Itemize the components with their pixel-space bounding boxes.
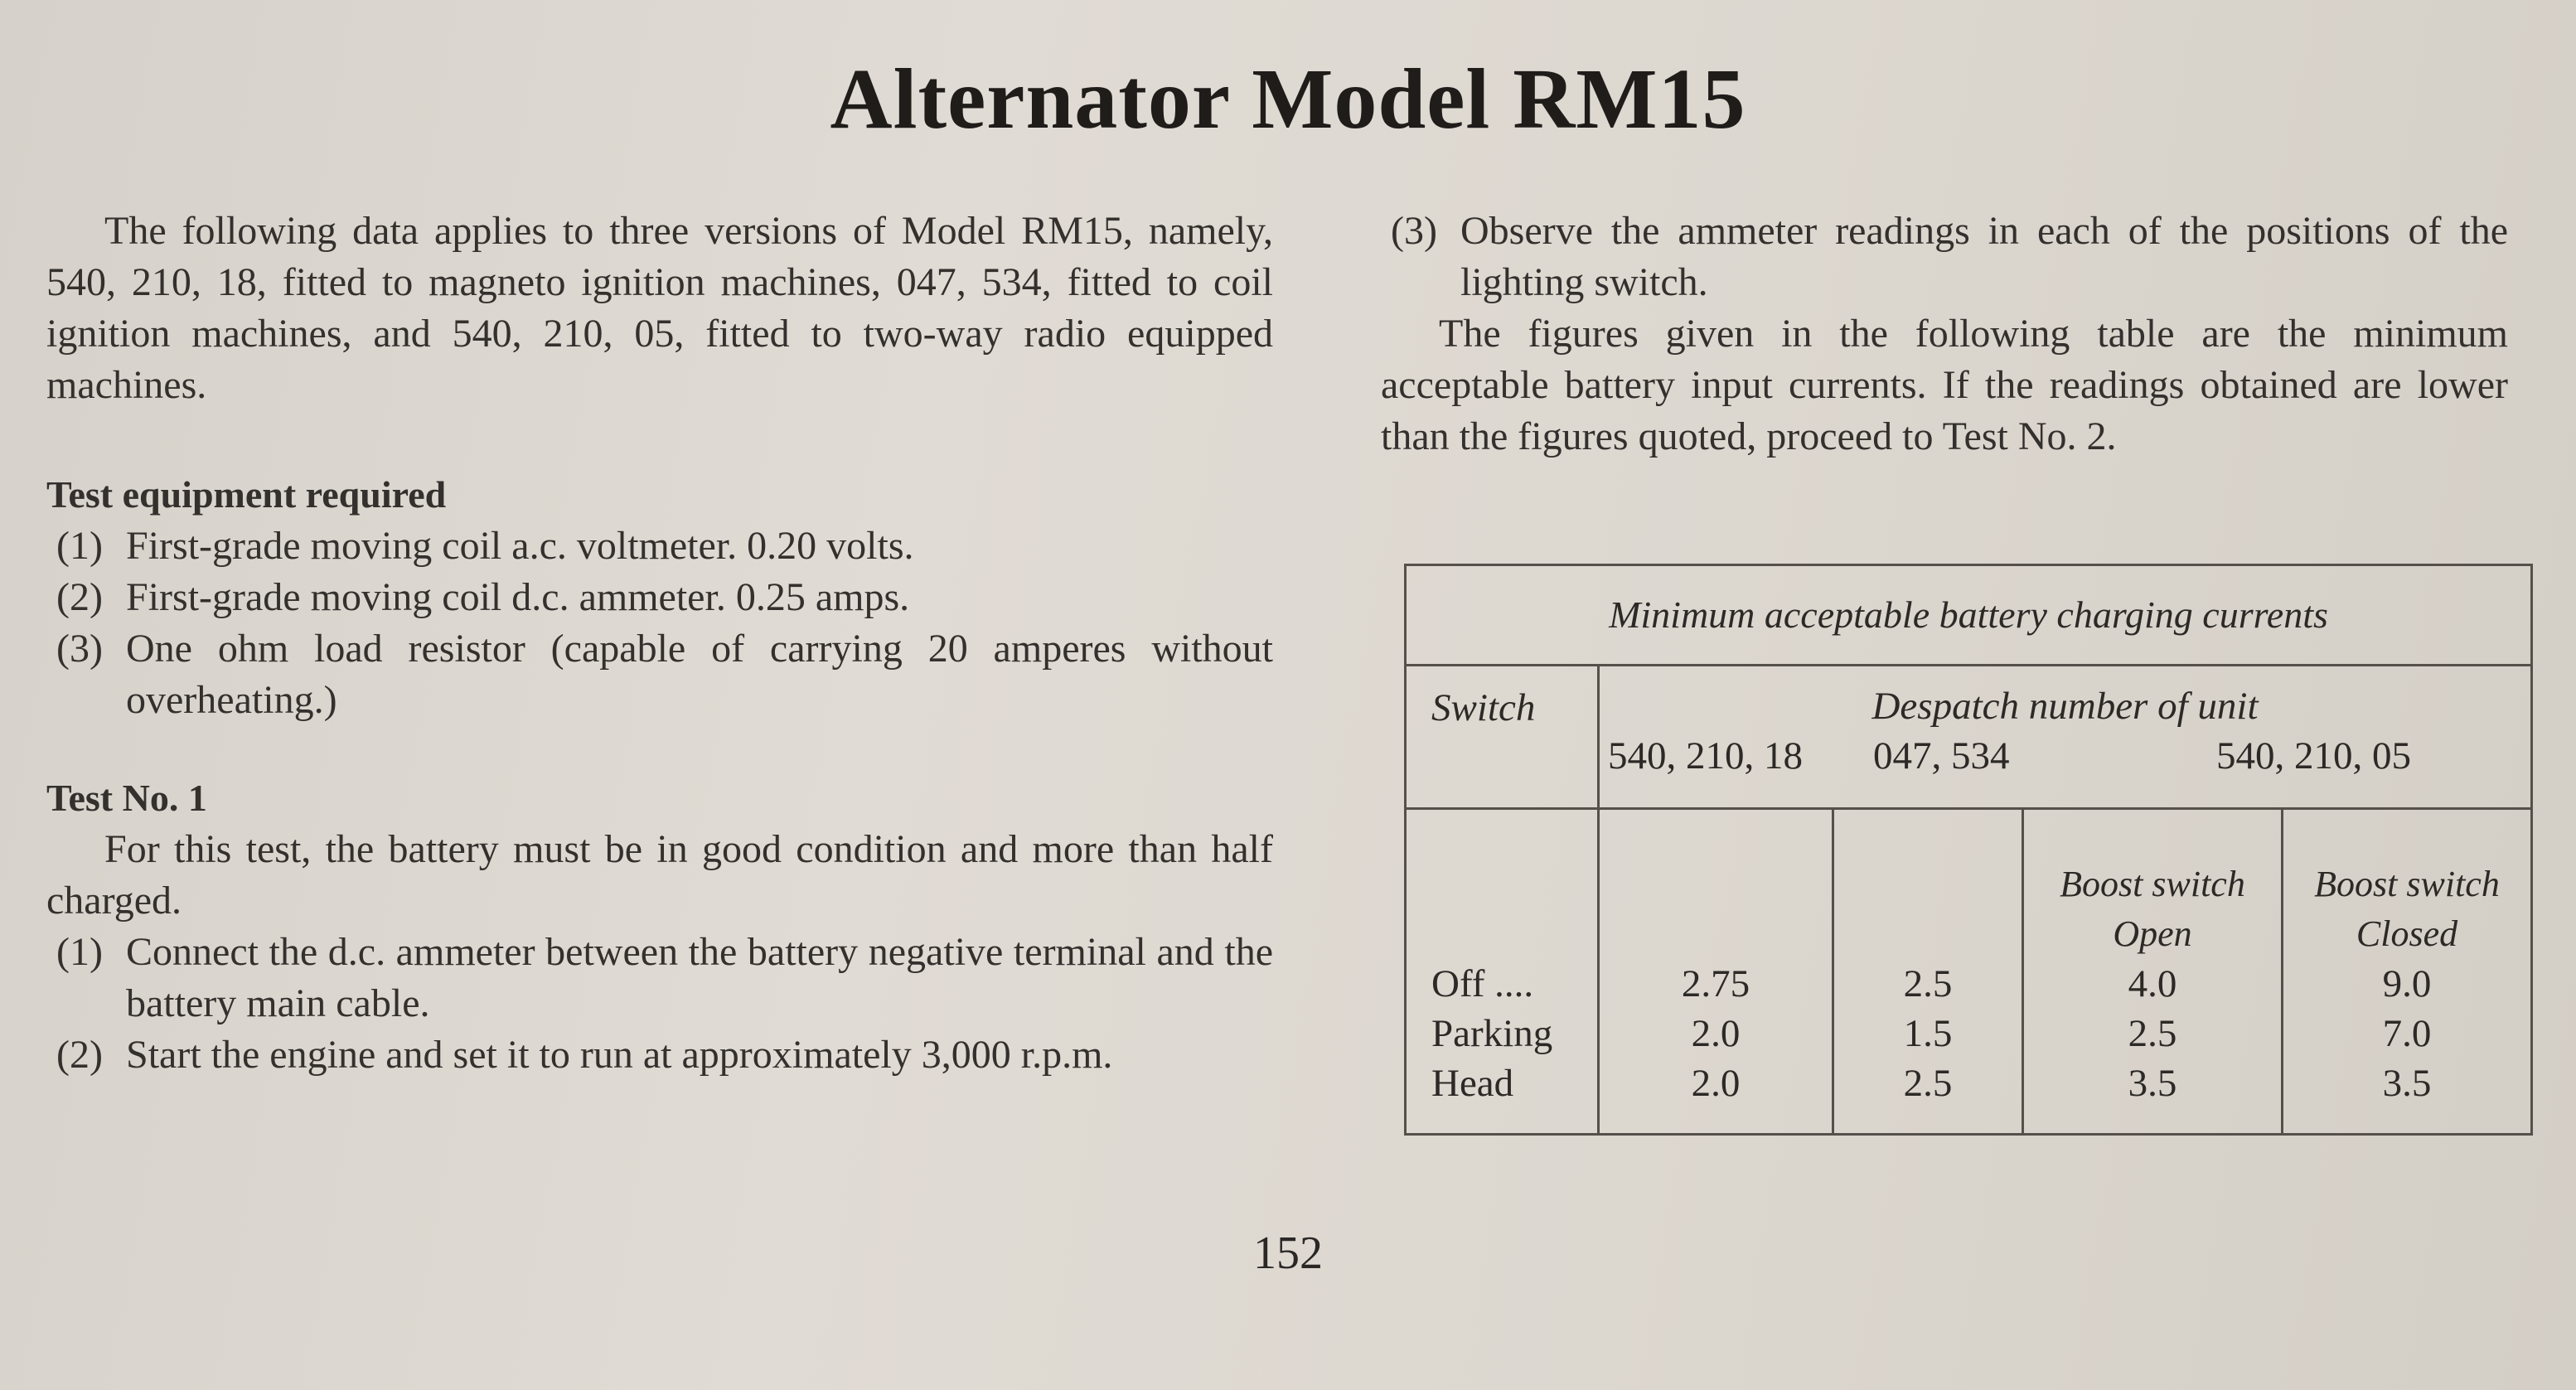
page-title: Alternator Model RM15 <box>830 51 1746 147</box>
steps-list-continued <box>1381 206 2508 308</box>
list-item <box>46 927 1273 1029</box>
item-number: (1) <box>56 930 103 974</box>
item-number: (2) <box>56 575 103 619</box>
left-column <box>46 206 1273 1081</box>
despatch-number: 540, 210, 05 <box>2216 734 2411 777</box>
switch-off: Off .... <box>1431 962 1534 1005</box>
switch-header: Switch <box>1406 666 1599 809</box>
right-column <box>1381 206 2508 463</box>
charging-currents-table <box>1404 564 2533 1136</box>
cell-value: 9.0 <box>2382 962 2432 1005</box>
despatch-number: 047, 534 <box>1873 734 2010 777</box>
cell-value: 2.5 <box>1903 1062 1953 1105</box>
item-text: Observe the ammeter readings in each of the positions of the lighting switch. <box>1460 209 2508 304</box>
despatch-number: 540, 210, 18 <box>1608 734 1803 777</box>
col-540-210-18 <box>1599 809 1833 1135</box>
item-text: Start the engine and set it to run at approximately 3,000 r.p.m. <box>126 1033 1113 1077</box>
cell-value: 1.5 <box>1903 1012 1953 1055</box>
item-number: (3) <box>56 627 103 671</box>
switch-parking: Parking <box>1431 1012 1553 1055</box>
cell-value: 2.75 <box>1681 962 1750 1005</box>
table-row <box>1406 809 2532 1135</box>
cell-value: 7.0 <box>2382 1012 2432 1055</box>
item-number: (1) <box>56 524 103 568</box>
switch-column <box>1406 809 1599 1135</box>
item-number: (3) <box>1391 209 1437 253</box>
item-number: (2) <box>56 1033 103 1077</box>
steps-list <box>46 927 1273 1081</box>
cell-value: 3.5 <box>2382 1062 2432 1105</box>
cell-value: 2.5 <box>2128 1012 2177 1055</box>
list-item <box>1381 206 2508 308</box>
table-caption: Minimum acceptable battery charging currents <box>1406 565 2532 666</box>
list-item <box>46 521 1273 572</box>
boost-open-header: Boost switch <box>2060 864 2245 904</box>
cell-value: 3.5 <box>2128 1062 2177 1105</box>
col-540-210-05-boost-open <box>2023 809 2283 1135</box>
test-heading: Test No. 1 <box>46 777 207 819</box>
despatch-header <box>1599 666 2532 809</box>
despatch-title: Despatch number of unit <box>1871 685 2259 728</box>
list-item <box>46 1029 1273 1081</box>
item-text: One ohm load resistor (capable of carrying 20 amperes without overheating.) <box>126 627 1273 722</box>
equipment-heading: Test equipment required <box>46 473 447 516</box>
page-number: 152 <box>1253 1228 1323 1279</box>
col-540-210-05-boost-closed <box>2283 809 2532 1135</box>
item-text: Connect the d.c. ammeter between the battery negative terminal and the battery main cable. <box>126 930 1273 1025</box>
despatch-numbers <box>1600 731 2530 781</box>
table-intro-paragraph: The figures given in the following table are the minimum acceptable battery input currents. If the readings obtained are lower than the figures quoted, proceed to Test No. 2. <box>1381 312 2508 458</box>
item-text: First-grade moving coil d.c. ammeter. 0.25 amps. <box>126 575 910 619</box>
cell-value: 2.5 <box>1903 962 1953 1005</box>
intro-paragraph: The following data applies to three versions of Model RM15, namely, 540, 210, 18, fitted to magneto ignition machines, 047, 534, fitted to coil ignition machines, and 540, 210, 05, fitted to two-way radio equipped machines. <box>46 209 1273 407</box>
list-item <box>46 623 1273 726</box>
test-intro: For this test, the battery must be in good condition and more than half charged. <box>46 827 1273 923</box>
boost-closed-state: Closed <box>2356 913 2458 954</box>
equipment-list <box>46 521 1273 726</box>
cell-value: 2.0 <box>1691 1012 1741 1055</box>
col-047-534 <box>1833 809 2023 1135</box>
cell-value: 4.0 <box>2128 962 2177 1005</box>
list-item <box>46 572 1273 623</box>
boost-closed-header: Boost switch <box>2314 864 2500 904</box>
item-text: First-grade moving coil a.c. voltmeter. 0.20 volts. <box>126 524 914 568</box>
cell-value: 2.0 <box>1691 1062 1741 1105</box>
boost-open-state: Open <box>2113 913 2192 954</box>
switch-head: Head <box>1431 1062 1514 1105</box>
